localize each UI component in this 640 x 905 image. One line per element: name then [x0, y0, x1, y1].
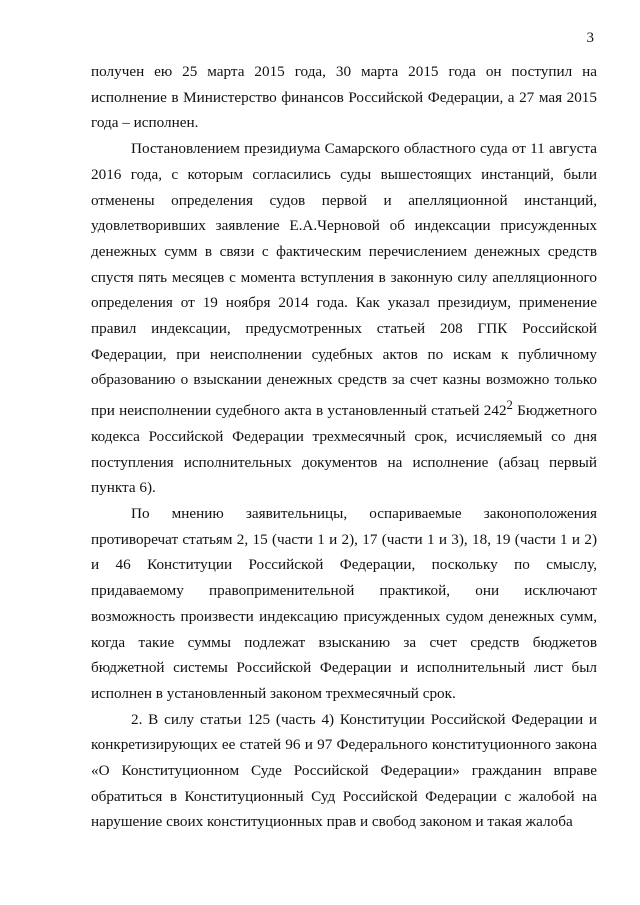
paragraph-4: 2. В силу статьи 125 (часть 4) Конституции Российской Федерации и конкретизирующих ее статей 96 и 97 Федерального конституционного закона «О Конституционном Суде Российской Федерации» гражданин вправе обратиться в Конституционный Суд Российской Федерации с жалобой на нарушение своих конституционных прав и свобод законом и такая жалоба [91, 710, 597, 831]
paragraph-2 [91, 136, 597, 501]
paragraph-2-text-part1: Постановлением президиума Самарского областного суда от 11 августа 2016 года, с которым согласились суды вышестоящих инстанций, были отменены определения судов первой и апелляционной инстанций, удовлетворивших заявление Е.А.Черновой об индексации присужденных денежных сумм в связи с фактическим перечислением денежных средств спустя пять месяцев с момента вступления в законную силу апелляционного определения от 19 ноября 2014 года. Как указал президиум, применение правил индексации, предусмотренных статьей 208 ГПК Российской Федерации, при неисполнении судебных актов по искам к публичному образованию о взыскании денежных средств за счет казны возможно только при неисполнении судебного акта в установленный статьей 242 [91, 140, 597, 420]
paragraph-1: получен ею 25 марта 2015 года, 30 марта 2015 года он поступил на исполнение в Министерство финансов Российской Федерации, а 27 мая 2015 года – исполнен. [91, 63, 597, 132]
paragraph-3: По мнению заявительницы, оспариваемые законоположения противоречат статьям 2, 15 (части 1 и 2), 17 (части 1 и 3), 18, 19 (части 1 и 2) и 46 Конституции Российской Федерации, поскольку по смыслу, придаваемому правоприменительной практикой, они исключают возможность произвести индексацию присужденных судом денежных сумм, когда такие суммы подлежат взысканию за счет средств бюджетов бюджетной системы Российской Федерации и исполнительный лист был исполнен в установленный законом трехмесячный срок. [91, 505, 597, 702]
article-superscript: 2 [506, 398, 513, 413]
page-number: 3 [586, 30, 594, 46]
document-body [91, 59, 597, 835]
paragraph-2-text-part2: Бюджетного кодекса Российской Федерации трехмесячный срок, исчисляемый со дня поступления исполнительных документов на исполнение (абзац первый пункта 6). [91, 402, 597, 497]
